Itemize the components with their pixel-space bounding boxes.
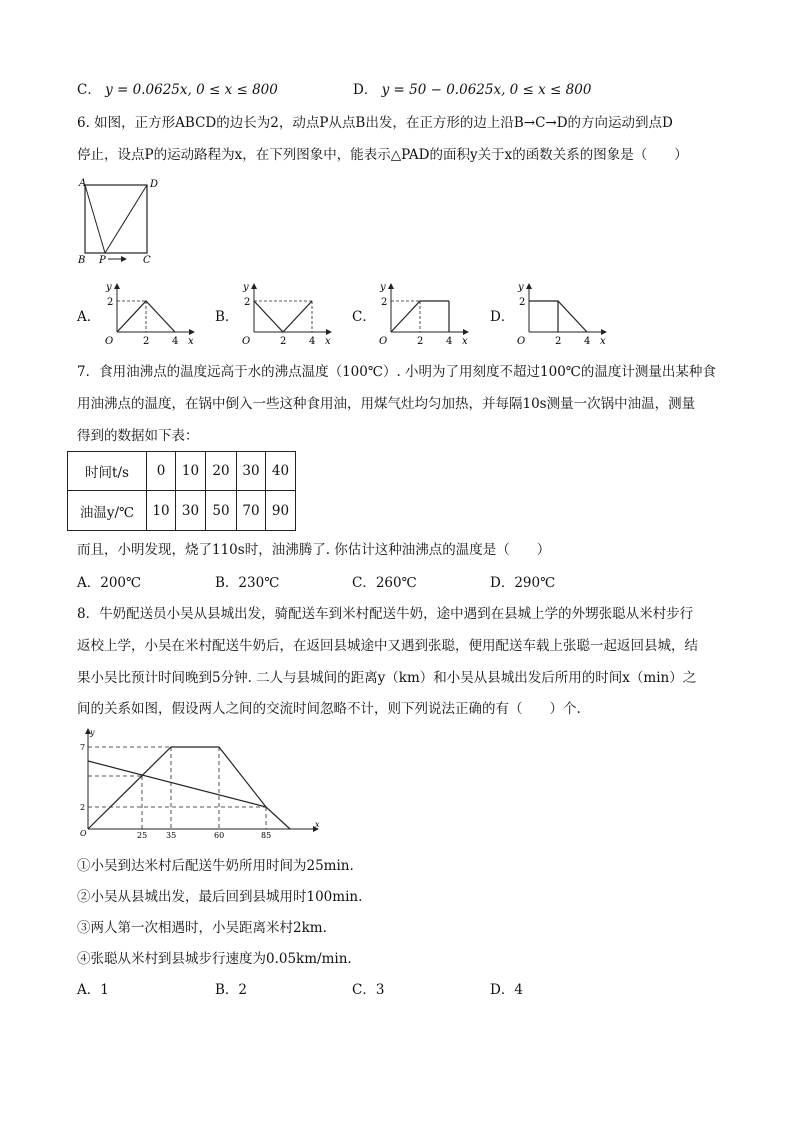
q6-graph-a (100, 281, 200, 349)
axis-label-x: x (600, 336, 606, 347)
q8-label-2: 2 (80, 803, 86, 812)
q8-label-o: O (80, 829, 87, 838)
table-header-time: 时间t/s (68, 452, 147, 491)
q8-line-4: 间的关系如图，假设两人之间的交流时间忽略不计，则下列说法正确的有（ ）个. (77, 701, 581, 717)
q8-label-85: 85 (261, 831, 272, 840)
tick-label-4: 4 (584, 336, 591, 347)
q8-line-2: 返校上学，小吴在米村配送牛奶后，在返回县城途中又遇到张聪，便用配送车载上张聪一起返回县城，结 (77, 638, 698, 654)
tick-label-4: 4 (446, 336, 453, 347)
q5-option-c-formula: y = 0.0625x, 0 ≤ x ≤ 800 (105, 82, 278, 98)
label-b: B (78, 255, 86, 266)
tick-label-2: 2 (381, 297, 388, 308)
q7-line-4: 而且，小明发现，烧了110s时，油沸腾了. 你估计这种油沸点的温度是（ ） (77, 542, 551, 558)
q8-distance-time-graph (75, 726, 325, 844)
q8-label-7: 7 (80, 743, 86, 752)
table-cell: 20 (206, 452, 237, 491)
tick-label-2: 2 (280, 336, 287, 347)
table-cell: 30 (176, 491, 206, 531)
table-cell: 10 (176, 452, 206, 491)
q5-option-c-label: C． (77, 82, 101, 98)
square-abcd (85, 185, 147, 253)
table-cell: 10 (147, 491, 176, 531)
q8-label-25: 25 (137, 831, 148, 840)
q5-option-c (77, 81, 278, 99)
q7-line-2: 用油沸点的温度，在锅中倒入一些这种食用油，用煤气灶均匀加热，并每隔10s测量一次锅中油温，测量 (77, 396, 696, 412)
motion-arrowhead (121, 256, 127, 262)
table-row-time (68, 452, 296, 491)
q5-option-d-formula: y = 50 − 0.0625x, 0 ≤ x ≤ 800 (381, 82, 592, 98)
graph-b-curve (254, 301, 312, 332)
origin-label: O (379, 336, 388, 347)
table-cell: 90 (266, 491, 296, 531)
axis-label-x: x (325, 336, 331, 347)
q7-line-3: 得到的数据如下表： (77, 428, 199, 444)
q8-zhangcong-line (88, 761, 266, 807)
q7-line-1: 7．食用油沸点的温度远高于水的沸点温度（100℃）. 小明为了用刻度不超过100℃的温度计测量出某种食 (77, 364, 716, 380)
q5-option-d (353, 81, 591, 99)
tick-label-2: 2 (143, 336, 150, 347)
q6-graph-b (237, 281, 337, 349)
q6-graph-d (512, 281, 612, 349)
x-axis-arrow (601, 329, 607, 335)
q8-statement-2: ②小吴从县城出发，最后回到县城用时100min. (77, 889, 363, 905)
q6-option-a-label: A． (77, 309, 101, 325)
y-axis-arrow (251, 283, 257, 289)
origin-label: O (517, 336, 526, 347)
label-c: C (143, 255, 151, 266)
label-a: A (79, 178, 87, 189)
q8-xiaowu-line (88, 747, 290, 829)
q8-statement-3: ③两人第一次相遇时，小吴距离米村2km. (77, 920, 327, 936)
axis-label-y: y (243, 282, 249, 293)
table-cell: 50 (206, 491, 237, 531)
axis-label-y: y (380, 282, 386, 293)
q7-option-c: C．260℃ (352, 575, 417, 591)
q8-option-c: C．3 (352, 982, 385, 998)
table-row-temp (68, 491, 296, 531)
y-axis-arrow (388, 283, 394, 289)
origin-label: O (105, 336, 114, 347)
q7-option-d: D．290℃ (490, 575, 556, 591)
tick-label-2: 2 (555, 336, 562, 347)
q8-statement-4: ④张聪从米村到县城步行速度为0.05km/min. (77, 951, 352, 967)
q8-label-y: y (90, 728, 95, 737)
q8-line-3: 果小吴比预计时间晚到5分钟. 二人与县城间的距离y（km）和小吴从县城出发后所用的时间x（min）之 (77, 670, 697, 686)
tick-label-4: 4 (172, 336, 179, 347)
axis-label-y: y (106, 282, 112, 293)
segment-dp (105, 185, 147, 253)
label-d: D (150, 179, 159, 190)
q6-option-c-label: C． (352, 309, 376, 325)
q6-option-b-label: B． (215, 309, 239, 325)
q8-option-a: A．1 (77, 982, 109, 998)
origin-label: O (242, 336, 251, 347)
q8-label-x: x (315, 820, 320, 829)
tick-label-2: 2 (417, 336, 424, 347)
tick-label-2: 2 (519, 297, 526, 308)
q8-option-b: B．2 (215, 982, 248, 998)
q8-option-d: D．4 (490, 982, 523, 998)
q6-line-1: 6. 如图，正方形ABCD的边长为2，动点P从点B出发，在正方形的边上沿B→C→D的方向运动到点D (77, 115, 673, 131)
q7-option-b: B．230℃ (215, 575, 280, 591)
q5-option-d-label: D． (353, 82, 378, 98)
q8-statement-1: ①小吴到达米村后配送牛奶所用时间为25min. (77, 858, 354, 874)
q6-line-2: 停止，设点P的运动路程为x，在下列图象中，能表示△PAD的面积y关于x的函数关系的图象是（ ） (77, 147, 688, 163)
table-cell: 40 (266, 452, 296, 491)
q8-label-35: 35 (166, 831, 177, 840)
tick-label-2: 2 (244, 297, 251, 308)
axis-label-x: x (188, 336, 194, 347)
axis-label-y: y (518, 282, 524, 293)
x-axis-arrow (463, 329, 469, 335)
tick-label-4: 4 (309, 336, 316, 347)
segment-ap (85, 185, 105, 253)
q8-line-1: 8．牛奶配送员小吴从县城出发，骑配送车到米村配送牛奶，途中遇到在县城上学的外甥张聪从米村步行 (77, 606, 694, 622)
q6-graph-c (374, 281, 474, 349)
q7-option-a: A．200℃ (77, 575, 142, 591)
table-cell: 0 (147, 452, 176, 491)
tick-label-2: 2 (107, 297, 114, 308)
q7-data-table (67, 451, 296, 531)
x-axis-arrow (189, 329, 195, 335)
q8-label-60: 60 (214, 831, 225, 840)
table-cell: 70 (237, 491, 266, 531)
table-cell: 30 (237, 452, 266, 491)
x-axis-arrow (326, 329, 332, 335)
table-header-temp: 油温y/℃ (68, 491, 147, 531)
q6-square-figure (72, 174, 172, 270)
axis-label-x: x (462, 336, 468, 347)
y-axis-arrow (526, 283, 532, 289)
q6-option-d-label: D． (490, 309, 515, 325)
y-axis-arrow (114, 283, 120, 289)
label-p: P (99, 255, 106, 266)
